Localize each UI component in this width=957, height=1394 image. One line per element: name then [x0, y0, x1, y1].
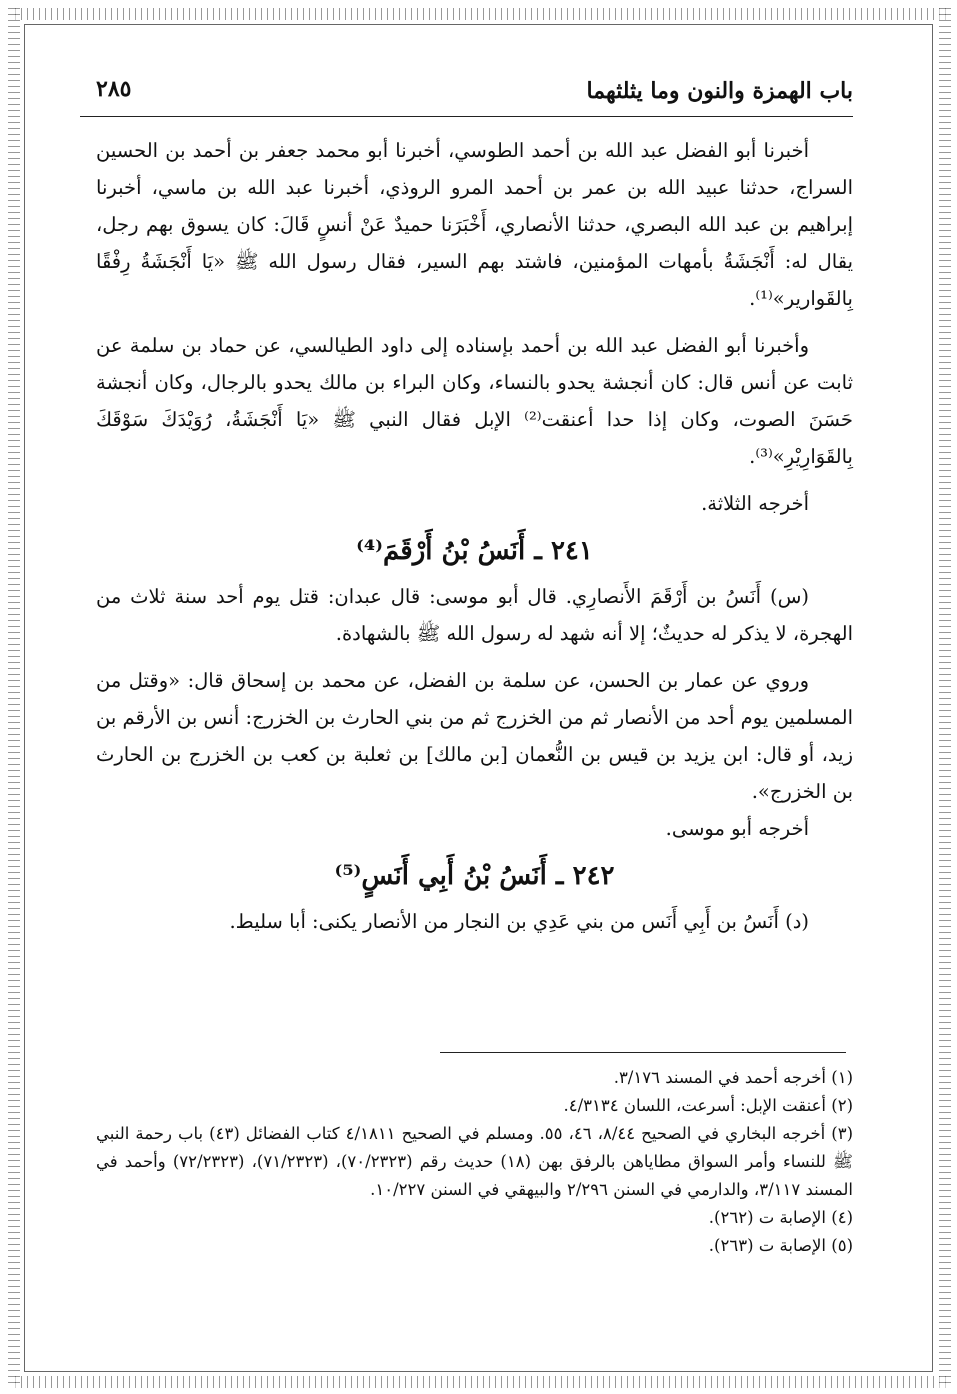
entry-242-paragraph-1: (د) أَنَسُ بن أَبِي أَنَس من بني عَدِي بن النجار من الأنصار يكنى: أبا سليط.	[229, 910, 809, 933]
footnote-rule	[440, 1052, 846, 1053]
decorative-border-right	[939, 8, 951, 1388]
footnote-5: (٥) الإصابة ت (٢٦٣).	[708, 1236, 853, 1255]
footnote-4: (٤) الإصابة ت (٢٦٢).	[708, 1208, 853, 1227]
paragraph-3: أخرجه الثلاثة.	[701, 492, 809, 515]
decorative-border-bottom	[10, 1376, 947, 1388]
entry-241-paragraph-1: (س) أَنَسُ بن أَرْقَمَ الأَنصارِي. قال أبو موسى: قال عبدان: قتل يوم أحد سنة ثلاث من الهجرة، لا يذكر له حديثٌ؛ إلا أنه شهد له رسول الله ﷺ بالشهادة.	[96, 585, 853, 645]
entry-242-title: ٢٤٢ ـ أَنَسُ بْنُ أَبِي أَنَسٍ⁽⁵⁾	[334, 861, 615, 891]
footnote-2: (٢) أعنقت الإبل: أسرعت، اللسان ٤/٣١٣٤.	[563, 1096, 853, 1115]
page-number: ٢٨٥	[96, 76, 132, 102]
entry-241-title: ٢٤١ ـ أَنَسُ بْنُ أَرْقَمَ⁽⁴⁾	[356, 536, 593, 566]
decorative-border-top	[10, 8, 947, 20]
footnote-3: (٣) أخرجه البخاري في الصحيح ٨/٤٤، ٤٦، ٥٥. ومسلم في الصحيح ٤/١٨١١ كتاب الفضائل (٤٣) باب رحمة النبي ﷺ للنساء وأمر السواق مطاياهن بالرفق بهن (١٨) حديث رقم (٧٠/٢٣٢٣)، (٧١/٢٣٢٣)، (٧٢/٢٣٢٣) وأحمد في المسند ٣/١١٧، والدارمي في السنن ٢/٢٩٦ والبيهقي في السنن ١٠/٢٢٧.	[96, 1124, 854, 1199]
page-header	[96, 76, 853, 116]
main-text	[96, 132, 853, 940]
decorative-border-left	[8, 8, 20, 1388]
entry-241-paragraph-3: أخرجه أبو موسى.	[665, 817, 809, 840]
paragraph-2: وأخبرنا أبو الفضل عبد الله بن أحمد بإسناده إلى داود الطيالسي، عن حماد بن سلمة عن ثابت عن أنس قال: كان أنجشة يحدو بالنساء، وكان البراء بن مالك يحدو بالرجال، وكان أنجشة حَسَنَ الصوت، وكان إذا حدا أعنقت⁽²⁾ الإبل فقال النبي ﷺ «يَا أَنْجَشَةُ، رُوَيْدَكَ سَوْقَكَ بِالقَوَارِيْرِ»⁽³⁾.	[96, 334, 853, 468]
header-rule	[80, 116, 853, 117]
entry-241-paragraph-2: وروي عن عمار بن الحسن، عن سلمة بن الفضل، عن محمد بن إسحاق قال: «وقتل من المسلمين يوم أحد من الأنصار ثم من الخزرج ثم من بني الحارث بن الخزرج: أنس بن الأرقم بن زيد، أو قال: ابن يزيد بن قيس بن النُّعمان [بن مالك] بن ثعلبة بن كعب بن الخزرج بن الحارث بن الخزرج».	[96, 669, 853, 803]
running-head: باب الهمزة والنون وما يثلثهما	[586, 78, 853, 104]
paragraph-1: أخبرنا أبو الفضل عبد الله بن أحمد الطوسي، أخبرنا أبو محمد جعفر بن أحمد بن الحسين السراج، حدثنا عبيد الله بن عمر بن أحمد المرو الروذي، أخبرنا عبد الله بن ماسي، أخبرنا إبراهيم بن عبد الله البصري، حدثنا الأنصاري، أَخْبَرَنا حميدٌ عَنْ أنسٍ قَالَ: كان يسوق بهم رجل، يقال له: أَنْجَشَةُ بأمهات المؤمنين، فاشتد بهم السير، فقال رسول الله ﷺ «يَا أَنْجَشَةُ رِفْقًا بِالقَوارير»⁽¹⁾.	[96, 139, 853, 310]
footnotes	[96, 1064, 853, 1260]
footnote-1: (١) أخرجه أحمد في المسند ٣/١٧٦.	[613, 1068, 853, 1087]
